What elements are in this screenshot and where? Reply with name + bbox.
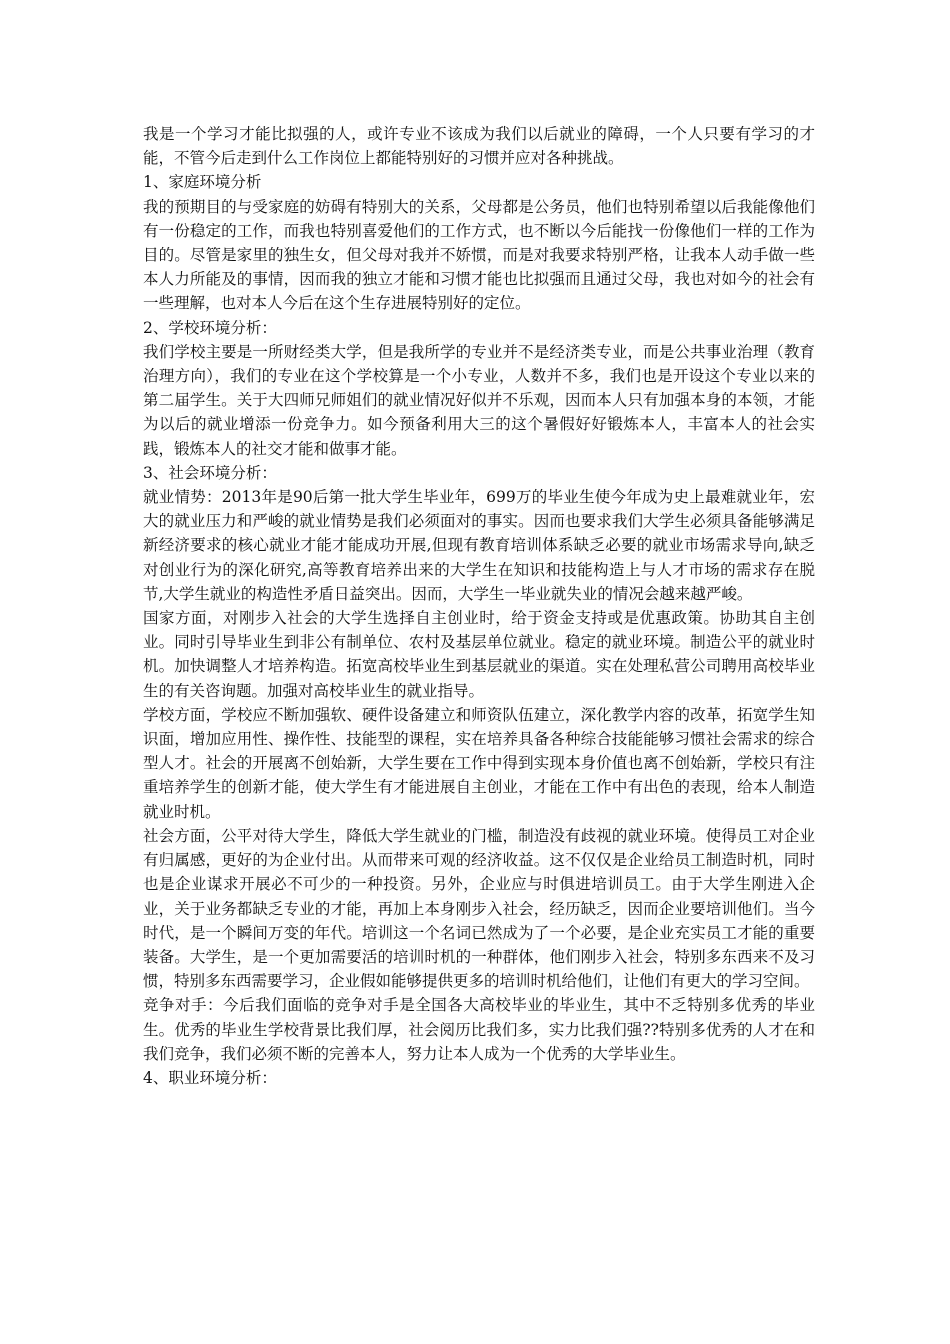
- paragraph-employment-situation: 就业情势：2013年是90后第一批大学生毕业年，699万的毕业生使今年成为史上最难就业年，宏大的就业压力和严峻的就业情势是我们必须面对的事实。因而也要求我们大学生必须具备能够满足新经济要求的核心就业才能才能成功开展,但现有教育培训体系缺乏必要的就业市场需求导向,缺乏对创业行为的深化研究,高等教育培养出来的大学生在知识和技能构造上与人才市场的需求存在脱节,大学生就业的构造性矛盾日益突出。因而，大学生一毕业就失业的情况会越来越严峻。: [143, 488, 815, 603]
- paragraph-national-aspect: 国家方面，对刚步入社会的大学生选择自主创业时，给于资金支持或是优惠政策。协助其自主创业。同时引导毕业生到非公有制单位、农村及基层单位就业。稳定的就业环境。制造公平的就业时机。加快调整人才培养构造。拓宽高校毕业生到基层就业的渠道。实在处理私营公司聘用高校毕业生的有关咨询题。加强对高校毕业生的就业指导。: [143, 609, 815, 700]
- paragraph-school-environment: 我们学校主要是一所财经类大学，但是我所学的专业并不是经济类专业，而是公共事业治理（教育治理方向），我们的专业在这个学校算是一个小专业，人数并不多，我们也是开设这个专业以来的第二届学生。关于大四师兄师姐们的就业情况好似并不乐观，因而本人只有加强本身的本领，才能为以后的就业增添一份竞争力。如今预备利用大三的这个暑假好好锻炼本人，丰富本人的社会实践，锻炼本人的社交才能和做事才能。: [143, 342, 815, 458]
- document-body: [143, 122, 815, 1090]
- heading-social-environment: 3、社会环境分析：: [143, 463, 277, 482]
- paragraph-society-aspect: 社会方面，公平对待大学生，降低大学生就业的门槛，制造没有歧视的就业环境。使得员工对企业有归属感，更好的为企业付出。从而带来可观的经济收益。这不仅仅是企业给员工制造时机，同时也是企业谋求开展必不可少的一种投资。另外，企业应与时俱进培训员工。由于大学生刚进入企业，关于业务都缺乏专业的才能，再加上本身刚步入社会，经历缺乏，因而企业要培训他们。当今时代，是一个瞬间万变的年代。培训这一个名词已然成为了一个必要，是企业充实员工才能的重要装备。大学生，是一个更加需要活的培训时机的一种群体，他们刚步入社会，特别多东西来不及习惯，特别多东西需要学习，企业假如能够提供更多的培训时机给他们，让他们有更大的学习空间。: [143, 826, 815, 991]
- paragraph-school-aspect: 学校方面，学校应不断加强软、硬件设备建立和师资队伍建立，深化教学内容的改革，拓宽学生知识面，增加应用性、操作性、技能型的课程，实在培养具备各种综合技能能够习惯社会需求的综合型人才。社会的开展离不创始新，大学生要在工作中得到实现本身价值也离不创始新，学校只有注重培养学生的创新才能，使大学生有才能进展自主创业，才能在工作中有出色的表现，给本人制造就业时机。: [143, 705, 815, 821]
- paragraph-intro: 我是一个学习才能比拟强的人，或许专业不该成为我们以后就业的障碍，一个人只要有学习的才能，不管今后走到什么工作岗位上都能特别好的习惯并应对各种挑战。: [143, 125, 815, 168]
- heading-family-environment: 1、家庭环境分析: [143, 173, 262, 192]
- heading-career-environment: 4、职业环境分析：: [143, 1068, 277, 1087]
- paragraph-competitors: 竞争对手：今后我们面临的竞争对手是全国各大高校毕业的毕业生，其中不乏特别多优秀的毕业生。优秀的毕业生学校背景比我们厚，社会阅历比我们多，实力比我们强??特别多优秀的人才在和我们竞争，我们必须不断的完善本人，努力让本人成为一个优秀的大学毕业生。: [143, 996, 815, 1063]
- paragraph-family-environment: 我的预期目的与受家庭的妨碍有特别大的关系，父母都是公务员，他们也特别希望以后我能像他们有一份稳定的工作，而我也特别喜爱他们的工作方式，也不断以今后能找一份像他们一样的工作为目的。尽管是家里的独生女，但父母对我并不娇惯，而是对我要求特别严格，让我本人动手做一些本人力所能及的事情，因而我的独立才能和习惯才能也比拟强而且通过父母，我也对如今的社会有一些理解，也对本人今后在这个生存进展特别好的定位。: [143, 197, 815, 313]
- heading-school-environment: 2、学校环境分析：: [143, 318, 277, 337]
